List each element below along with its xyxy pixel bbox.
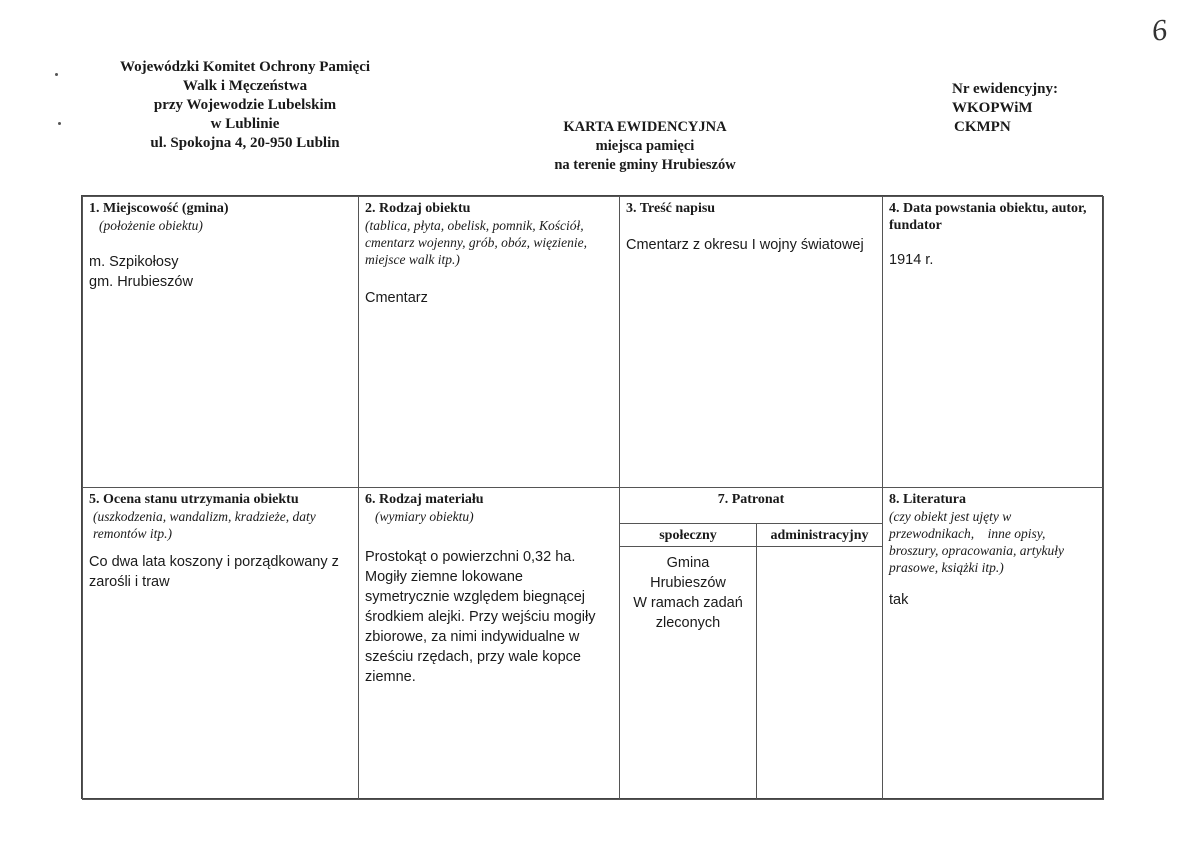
registry-number-block bbox=[952, 80, 1152, 137]
issuer-line: ul. Spokojna 4, 20-950 Lublin bbox=[150, 135, 340, 151]
patronage-social-line: Gmina bbox=[666, 555, 710, 571]
scan-speck bbox=[58, 122, 61, 125]
cell-title: 5. Ocena stanu utrzymania obiektu bbox=[89, 492, 299, 507]
cell-hint: (czy obiekt jest ujęty w przewodnikach, inne opisy, broszury, opracowania, artykuły prasowe, książki itp.) bbox=[889, 509, 1068, 575]
cell-location bbox=[82, 196, 359, 488]
cell-value: gm. Hrubieszów bbox=[89, 274, 193, 290]
patronage-social-header: społeczny bbox=[619, 523, 757, 547]
issuer-line: w Lublinie bbox=[210, 116, 280, 132]
issuer-line: Wojewódzki Komitet Ochrony Pamięci bbox=[119, 59, 371, 75]
cell-value: m. Szpikołosy bbox=[89, 254, 179, 270]
patronage-social-value bbox=[619, 546, 757, 800]
cell-title: 1. Miejscowość (gmina) bbox=[89, 201, 229, 216]
registry-code: WKOPWiM bbox=[952, 100, 1033, 116]
cell-title: 4. Data powstania obiektu, autor, fundator bbox=[889, 201, 1087, 233]
cell-title: 7. Patronat bbox=[717, 492, 785, 507]
issuer-line: Walk i Męczeństwa bbox=[182, 78, 308, 94]
cell-object-type bbox=[358, 196, 620, 488]
cell-value: tak bbox=[889, 592, 909, 608]
document-subtitle: miejsca pamięci bbox=[595, 138, 695, 154]
handwritten-page-number: 6 bbox=[1149, 13, 1170, 48]
cell-material bbox=[358, 487, 620, 800]
cell-title: 6. Rodzaj materiału bbox=[365, 492, 484, 507]
cell-value: Cmentarz z okresu I wojny światowej bbox=[626, 237, 864, 253]
cell-literature bbox=[882, 487, 1104, 800]
cell-title: 3. Treść napisu bbox=[626, 201, 716, 216]
registry-table bbox=[81, 195, 1103, 799]
cell-hint: (wymiary obiektu) bbox=[375, 509, 474, 524]
document-subtitle: na terenie gminy Hrubieszów bbox=[554, 157, 736, 173]
patronage-social-line: W ramach zadań bbox=[633, 595, 743, 611]
document-title: KARTA EWIDENCYJNA bbox=[563, 119, 727, 135]
cell-hint: (tablica, płyta, obelisk, pomnik, Kościół, cmentarz wojenny, grób, obóz, więzienie, miejsce walk itp.) bbox=[365, 218, 587, 267]
scan-speck bbox=[55, 73, 58, 76]
document-title-block bbox=[500, 118, 790, 175]
cell-inscription bbox=[619, 196, 883, 488]
cell-title: 2. Rodzaj obiektu bbox=[365, 201, 471, 216]
registry-label: Nr ewidencyjny: bbox=[952, 81, 1058, 97]
cell-value: Cmentarz bbox=[365, 290, 428, 306]
cell-value: Prostokąt o powierzchni 0,32 ha. Mogiły ziemne lokowane symetrycznie względem biegnącej środkiem alejki. Przy wejściu mogiły zbiorowe, za nimi indywidualne w sześciu rzędach, przy wale kopce ziemne. bbox=[365, 549, 596, 685]
cell-hint: (uszkodzenia, wandalizm, kradzieże, daty remontów itp.) bbox=[93, 509, 316, 541]
registry-code: CKMPN bbox=[954, 119, 1011, 135]
cell-condition bbox=[82, 487, 359, 800]
issuer-block bbox=[90, 58, 400, 153]
cell-value: 1914 r. bbox=[889, 252, 934, 268]
patronage-social-line: zleconych bbox=[655, 615, 721, 631]
issuer-line: przy Wojewodzie Lubelskim bbox=[153, 97, 337, 113]
patronage-social-line: Hrubieszów bbox=[650, 575, 726, 591]
cell-date-author bbox=[882, 196, 1104, 488]
patronage-admin-value bbox=[756, 546, 883, 800]
patronage-admin-header: administracyjny bbox=[756, 523, 883, 547]
cell-hint: (położenie obiektu) bbox=[99, 218, 203, 233]
cell-value: Co dwa lata koszony i porządkowany z zarośli i traw bbox=[89, 554, 339, 590]
cell-title: 8. Literatura bbox=[889, 492, 966, 507]
cell-patronage bbox=[619, 487, 883, 800]
